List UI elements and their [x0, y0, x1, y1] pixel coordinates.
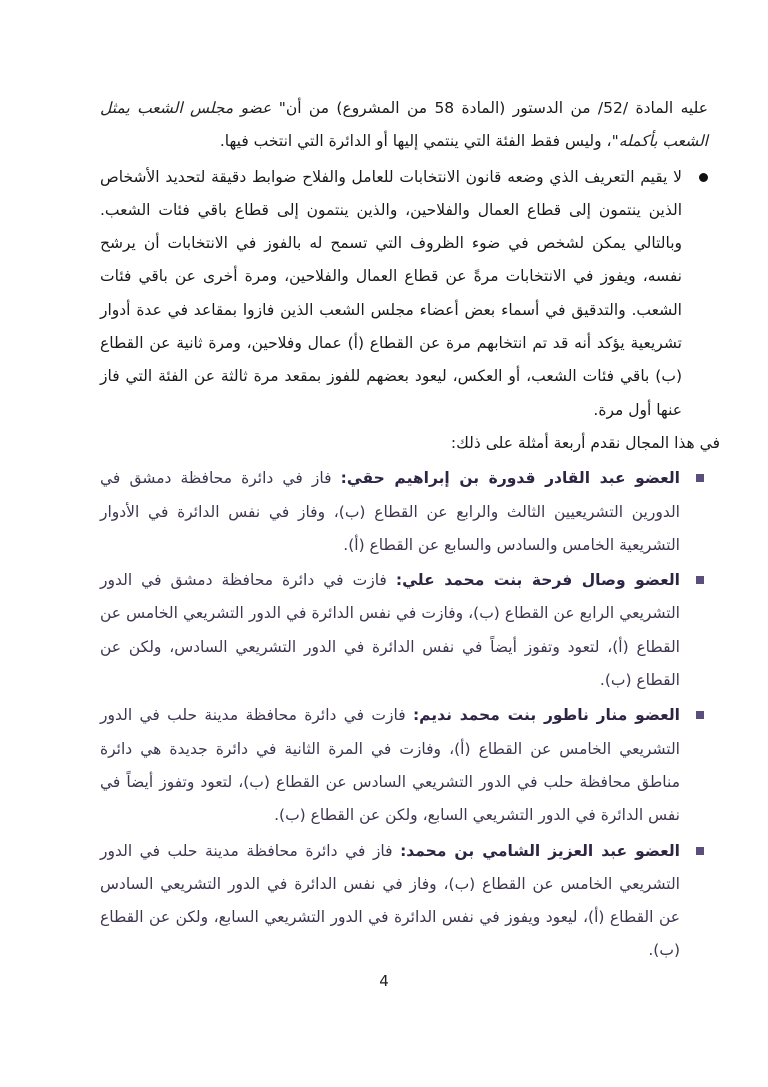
member-details: فازت في دائرة محافظة دمشق في الدور التشريعي الرابع عن القطاع (ب)، وفازت في نفس الدائرة في الدور التشريعي الخامس عن القطاع (أ)، لتعود وتفوز أيضاً في نفس الدائرة في الدور التشريعي السادس، ولكن عن القطاع (ب). — [100, 571, 680, 690]
constitution-quote: عضو مجلس الشعب يمثل الشعب بأكمله" — [100, 99, 708, 151]
member-example-2 — [100, 564, 708, 697]
bullet-dot-icon — [699, 173, 708, 182]
member-details: فازت في دائرة محافظة مدينة حلب في الدور التشريعي الخامس عن القطاع (أ)، وفازت في المرة الثانية في دائرة جديدة هي دائرة مناطق محافظة حلب في الدور التشريعي السادس عن القطاع (ب)، لتعود وتفوز أيضاً في نفس الدائرة في الدور التشريعي السابع، ولكن عن القطاع (ب). — [100, 706, 680, 825]
intro-paragraph — [100, 92, 708, 159]
member-name: العضو وصال فرحة بنت محمد علي: — [395, 571, 680, 590]
member-example-4 — [100, 835, 708, 968]
page-number: 4 — [379, 972, 389, 990]
member-example-1 — [100, 462, 708, 562]
member-details: فاز في دائرة محافظة دمشق في الدورين التشريعيين الثالث والرابع عن القطاع (ب)، وفاز في نفس الدائرة في الأدوار التشريعية الخامس والسادس والسابع عن القطاع (أ). — [100, 469, 680, 554]
square-bullet-icon — [696, 847, 704, 855]
member-name: العضو عبد القادر قدورة بن إبراهيم حقي: — [340, 469, 680, 488]
member-name: العضو عبد العزيز الشامي بن محمد: — [400, 841, 680, 860]
examples-lead-in: في هذا المجال نقدم أربعة أمثلة على ذلك: — [450, 433, 720, 452]
member-details: فاز في دائرة محافظة مدينة حلب في الدور التشريعي الخامس عن القطاع (ب)، وفاز في نفس الدائرة في الدور التشريعي السادس عن القطاع (أ)، ليعود ويفوز في نفس الدائرة في الدور التشريعي السابع، ولكن عن القطاع (ب). — [100, 841, 680, 960]
square-bullet-icon — [696, 576, 704, 584]
square-bullet-icon — [696, 474, 704, 482]
bullet-paragraph-text: لا يقيم التعريف الذي وضعه قانون الانتخابات للعامل والفلاح ضوابط دقيقة لتحديد الأشخاص الذين ينتمون إلى قطاع العمال والفلاحين، والذين ينتمون إلى قطاع باقي فئات الشعب. وبالتالي يمكن لشخص في ضوء الظروف التي تسمح له بالفوز في الانتخابات أن يرشح نفسه، ويفوز في الانتخابات مرةً عن قطاع العمال والفلاحين، ومرة أخرى عن باقي فئات الشعب. والتدقيق في أسماء بعض أعضاء مجلس الشعب الذين فازوا بمقاعد في عدة أدوار تشريعية يؤكد أنه قد تم انتخابهم مرة عن القطاع (أ) عمال وفلاحين، ومرة ثانية عن القطاع (ب) باقي فئات الشعب، أو العكس، ليعود بعضهم للفوز بمقعد مرة ثالثة عن الفئة التي فاز عنها أول مرة. — [100, 167, 682, 419]
intro-text-end: ، وليس فقط الفئة التي ينتمي إليها أو الدائرة التي انتخب فيها. — [219, 132, 612, 151]
bullet-paragraph — [100, 161, 708, 427]
square-bullet-icon — [696, 711, 704, 719]
member-example-3 — [100, 699, 708, 832]
page-body — [100, 92, 720, 968]
member-name: العضو منار ناطور بنت محمد نديم: — [412, 706, 680, 725]
intro-text-start: عليه المادة /52/ من الدستور (المادة 58 من المشروع) من أن" — [278, 99, 708, 117]
